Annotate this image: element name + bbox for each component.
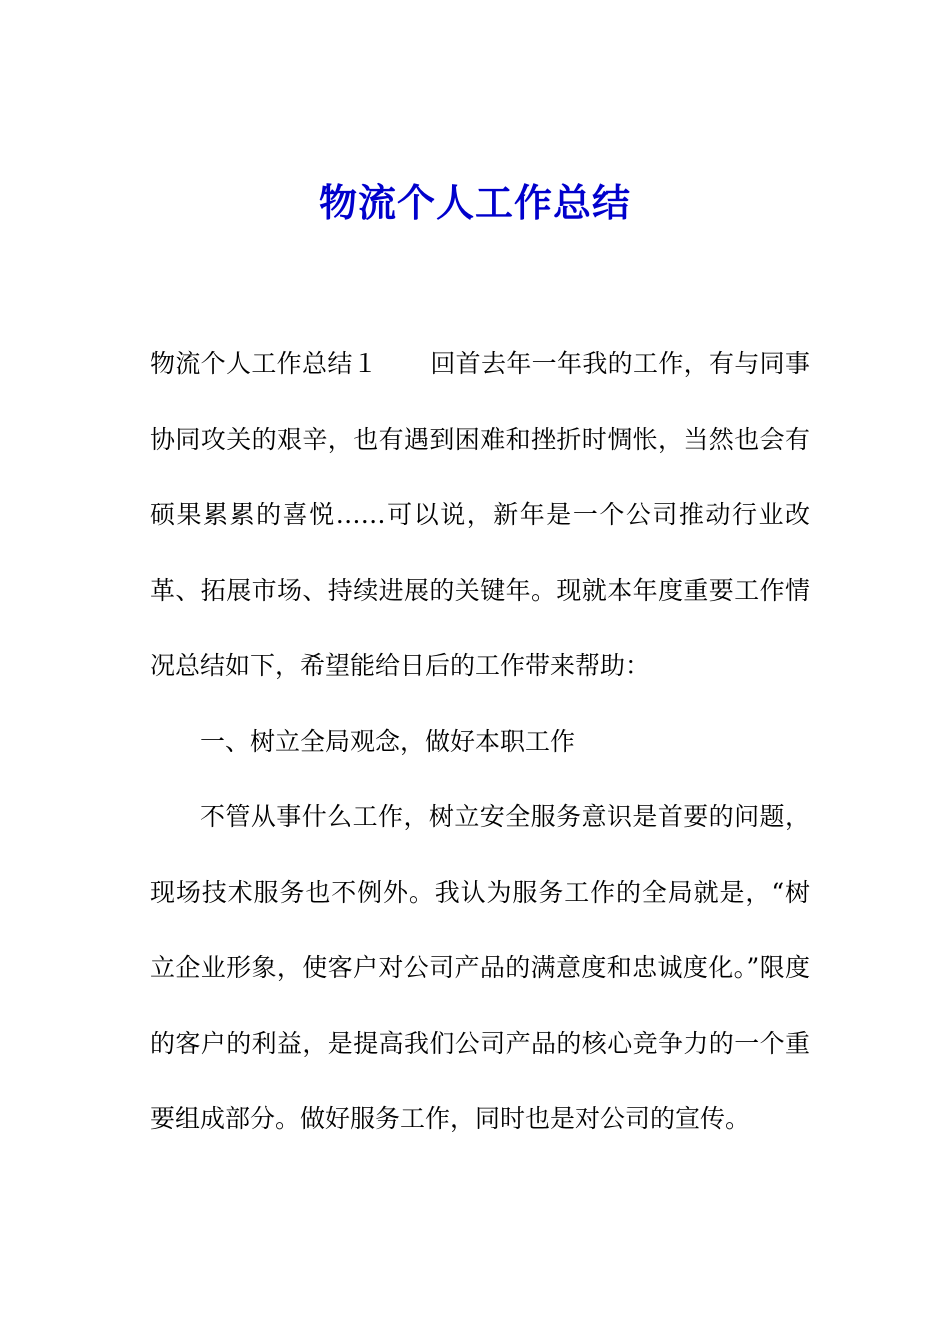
intro-paragraph [150, 326, 810, 704]
paragraph-1: 不管从事什么工作，树立安全服务意识是首要的问题，现场技术服务也不例外。我认为服务工作的全局就是，“树立企业形象，使客户对公司产品的满意度和忠诚度化。”限度的客户的利益，是提高我们公司产品的核心竞争力的一个重要组成部分。做好服务工作，同时也是对公司的宣传。 [150, 802, 810, 1133]
document-body [150, 326, 810, 1157]
document-title: 物流个人工作总结 [318, 180, 631, 225]
intro-label: 物流个人工作总结１ [150, 349, 378, 378]
section-heading: 一、树立全局观念，做好本职工作 [200, 726, 576, 756]
intro-text: 回首去年一年我的工作，有与同事协同攻关的艰辛，也有遇到困难和挫折时惆怅，当然也会有硕果累累的喜悦……可以说，新年是一个公司推动行业改革、拓展市场、持续进展的关键年。现就本年度重要工作情况总结如下，希望能给日后的工作带来帮助： [150, 349, 810, 680]
